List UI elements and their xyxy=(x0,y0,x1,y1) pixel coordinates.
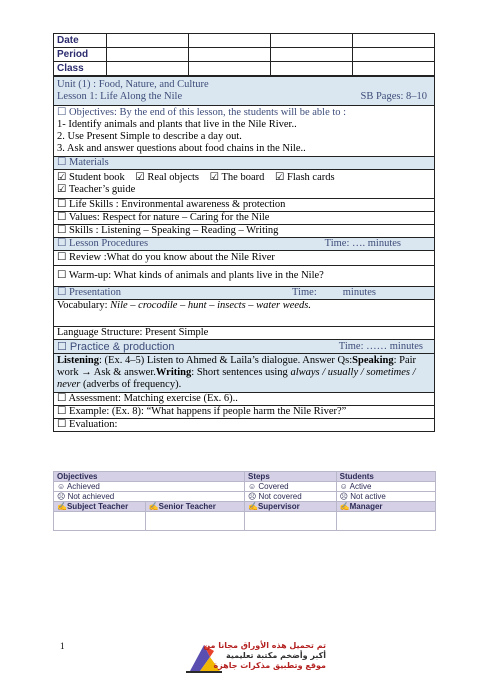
listening-cell xyxy=(54,354,435,393)
class-cell[interactable] xyxy=(107,62,189,76)
date-cell[interactable] xyxy=(271,34,353,48)
header-table xyxy=(53,33,435,76)
manager-sign[interactable] xyxy=(336,512,435,531)
class-cell[interactable] xyxy=(189,62,271,76)
subject-teacher-sign[interactable] xyxy=(54,512,146,531)
listening-text: : (Ex. 4–5) Listen to Ahmed & Laila’s dialogue. Answer Qs: xyxy=(99,355,353,366)
senior-teacher-head: ✍Senior Teacher xyxy=(145,502,244,512)
writing-label: Writing xyxy=(155,367,192,378)
eval-objectives-head: Objectives xyxy=(54,472,245,482)
presentation-time-unit: minutes xyxy=(342,287,376,298)
vocabulary-cell xyxy=(54,300,435,327)
supervisor-head: ✍Supervisor xyxy=(244,502,336,512)
warmup: ☐ Warm-up: What kinds of animals and plants live in the Nile? xyxy=(54,266,435,287)
listening-label: Listening xyxy=(57,355,100,366)
speaking-text: : Pair work → Ask & answer. xyxy=(57,355,417,378)
vocabulary-words: Nile – crocodile – hunt – insects – water weeds. xyxy=(110,300,312,311)
material-real-objects: ☑ Real objects xyxy=(135,172,200,183)
class-cell[interactable] xyxy=(271,62,353,76)
period-label: Period xyxy=(54,48,107,62)
sb-pages: SB Pages: 8–10 xyxy=(360,91,427,102)
procedures-row xyxy=(54,238,435,251)
material-student-book: ☑ Student book xyxy=(57,172,125,183)
objectives-cell xyxy=(54,106,435,157)
review: ☐ Review :What do you know about the Nile River xyxy=(54,251,435,266)
procedures-time: Time: …. minutes xyxy=(324,238,401,249)
period-cell[interactable] xyxy=(189,48,271,62)
eval-not-covered[interactable]: ☹ Not covered xyxy=(244,492,336,502)
material-board: ☑ The board xyxy=(209,172,265,183)
period-cell[interactable] xyxy=(107,48,189,62)
page-number: 1 xyxy=(60,641,65,651)
objective-item: 3. Ask and answer questions about food chains in the Nile.. xyxy=(57,143,306,154)
class-label: Class xyxy=(54,62,107,76)
objective-item: 2. Use Present Simple to describe a day out. xyxy=(57,131,242,142)
objectives-heading: ☐ Objectives: By the end of this lesson, the students will be able to : xyxy=(57,107,347,118)
assessment: ☐ Assessment: Matching exercise (Ex. 6).. xyxy=(54,393,435,406)
practice-row xyxy=(54,340,435,354)
eval-steps-head: Steps xyxy=(244,472,336,482)
evaluation-table xyxy=(53,471,436,531)
plan-table xyxy=(53,76,435,432)
date-cell[interactable] xyxy=(107,34,189,48)
speaking-label: Speaking xyxy=(352,355,394,366)
practice-label: ☐ Practice & production xyxy=(57,340,175,353)
presentation-label: ☐ Presentation xyxy=(57,287,121,298)
adverbs: always / usually / sometimes / never xyxy=(57,367,416,390)
eval-covered[interactable]: ☺ Covered xyxy=(244,482,336,492)
unit-cell xyxy=(54,77,435,106)
evaluation: ☐ Evaluation: xyxy=(54,419,435,432)
skills: ☐ Skills : Listening – Speaking – Reading – Writing xyxy=(54,225,435,238)
unit-title: Unit (1) : Food, Nature, and Culture xyxy=(57,79,209,90)
eval-active[interactable]: ☺ Active xyxy=(336,482,435,492)
senior-teacher-sign[interactable] xyxy=(145,512,244,531)
lesson-plan xyxy=(53,33,435,432)
period-cell[interactable] xyxy=(271,48,353,62)
manager-head: ✍Manager xyxy=(336,502,435,512)
materials-cell xyxy=(54,170,435,199)
life-skills: ☐ Life Skills : Environmental awareness & protection xyxy=(54,199,435,212)
lesson-title: Lesson 1: Life Along the Nile xyxy=(57,91,183,102)
presentation-time-label: Time: xyxy=(292,287,317,298)
footer-logo xyxy=(186,639,326,675)
values: ☐ Values: Respect for nature – Caring for the Nile xyxy=(54,212,435,225)
vocabulary-label: Vocabulary: xyxy=(57,300,108,311)
example: ☐ Example: (Ex. 8): “What happens if people harm the Nile River?” xyxy=(54,406,435,419)
presentation-row xyxy=(54,287,435,300)
logo-line-1: تم تحميل هذه الأوراق مجانا من xyxy=(203,641,326,650)
date-cell[interactable] xyxy=(189,34,271,48)
material-flash-cards: ☑ Flash cards xyxy=(275,172,335,183)
writing-text: : Short sentences using xyxy=(191,367,291,378)
objective-item: 1- Identify animals and plants that live in the Nile River.. xyxy=(57,119,297,130)
eval-not-achieved[interactable]: ☹ Not achieved xyxy=(54,492,245,502)
date-label: Date xyxy=(54,34,107,48)
date-cell[interactable] xyxy=(353,34,435,48)
material-teachers-guide: ☑ Teacher’s guide xyxy=(57,184,136,195)
logo-line-2: أكبر وأضخم مكتبة تعليمية xyxy=(226,651,326,660)
period-cell[interactable] xyxy=(353,48,435,62)
class-cell[interactable] xyxy=(353,62,435,76)
eval-achieved[interactable]: ☺ Achieved xyxy=(54,482,245,492)
subject-teacher-head: ✍Subject Teacher xyxy=(54,502,146,512)
practice-time: Time: …… minutes xyxy=(338,340,423,352)
materials-heading: ☐ Materials xyxy=(54,157,435,170)
eval-students-head: Students xyxy=(336,472,435,482)
language-structure: Language Structure: Present Simple xyxy=(54,327,435,340)
logo-line-3: موقع وتطبيق مذكرات جاهزة xyxy=(213,661,326,670)
supervisor-sign[interactable] xyxy=(244,512,336,531)
procedures-label: ☐ Lesson Procedures xyxy=(57,238,149,249)
writing-end: (adverbs of frequency). xyxy=(80,379,182,390)
eval-not-active[interactable]: ☹ Not active xyxy=(336,492,435,502)
